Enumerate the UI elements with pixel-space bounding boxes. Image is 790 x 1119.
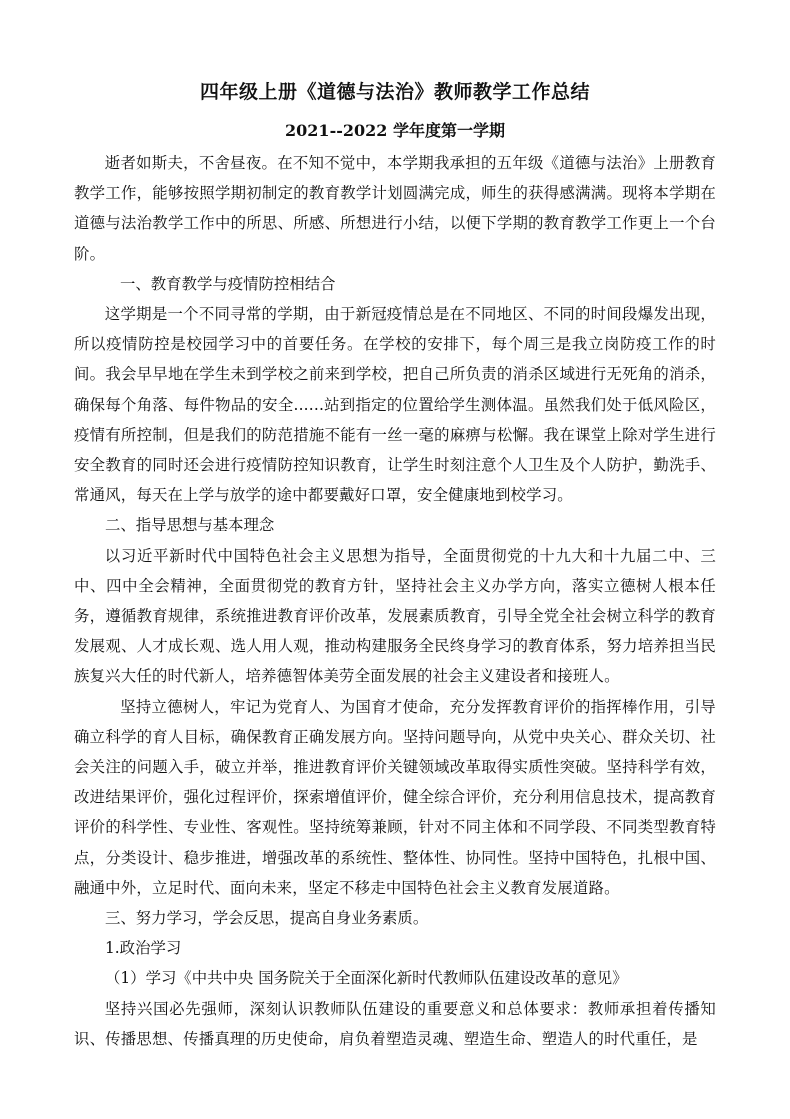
document-title: 四年级上册《道德与法治》教师教学工作总结 (199, 81, 590, 103)
document-page (74, 78, 716, 1054)
section-2-heading: 二、指导思想与基本理念 (105, 516, 275, 535)
intro-paragraph: 逝者如斯夫，不舍昼夜。在不知不觉中，本学期我承担的五年级《道德与法治》上册教育教学工作，能够按照学期初制定的教育教学计划圆满完成，师生的获得感满满。现将本学期在道德与法治教学工作中的所思、所感、所想进行小结，以便下学期的教育教学工作更上一个台阶。 (74, 154, 716, 263)
document-subtitle: 2021--2022 学年度第一学期 (285, 121, 505, 140)
section-3-heading: 三、努力学习，学会反思，提高自身业务素质。 (105, 909, 429, 928)
section-3-item-heading: （1）学习《中共中央 国务院关于全面深化新时代教师队伍建设改革的意见》 (105, 969, 628, 988)
section-1-paragraph: 这学期是一个不同寻常的学期，由于新冠疫情总是在不同地区、不同的时间段爆发出现，所以疫情防控是校园学习中的首要任务。在学校的安排下，每个周三是我立岗防疫工作的时间。我会早早地在学生未到学校之前来到学校，把自己所负责的消杀区域进行无死角的消杀，确保每个角落、每件物品的安全......站到指定的位置给学生测体温。虽然我们处于低风险区，疫情有所控制，但是我们的防范措施不能有一丝一毫的麻痹与松懈。我在课堂上除对学生进行安全教育的同时还会进行疫情防控知识教育，让学生时刻注意个人卫生及个人防护，勤洗手、常通风，每天在上学与放学的途中都要戴好口罩，安全健康地到校学习。 (74, 305, 716, 505)
section-2-paragraph-1: 以习近平新时代中国特色社会主义思想为指导，全面贯彻党的十九大和十九届二中、三中、四中全会精神，全面贯彻党的教育方针，坚持社会主义办学方向，落实立德树人根本任务，遵循教育规律，系统推进教育评价改革，发展素质教育，引导全党全社会树立科学的教育发展观、人才成长观、选人用人观，推动构建服务全民终身学习的教育体系，努力培养担当民族复兴大任的时代新人，培养德智体美劳全面发展的社会主义建设者和接班人。 (74, 546, 716, 686)
section-1-heading: 一、教育教学与疫情防控相结合 (120, 274, 336, 293)
section-3-paragraph: 坚持兴国必先强师，深刻认识教师队伍建设的重要意义和总体要求：教师承担着传播知识、传播思想、传播真理的历史使命，肩负着塑造灵魂、塑造生命、塑造人的时代重任，是 (74, 999, 716, 1048)
section-2-paragraph-2: 坚持立德树人，牢记为党育人、为国育才使命，充分发挥教育评价的指挥棒作用，引导确立科学的育人目标，确保教育正确发展方向。坚持问题导向，从党中央关心、群众关切、社会关注的问题入手，破立并举，推进教育评价关键领域改革取得实质性突破。坚持科学有效，改进结果评价，强化过程评价，探索增值评价，健全综合评价，充分利用信息技术，提高教育评价的科学性、专业性、客观性。坚持统筹兼顾，针对不同主体和不同学段、不同类型教育特点，分类设计、稳步推进，增强改革的系统性、整体性、协同性。坚持中国特色，扎根中国、融通中外，立足时代、面向未来，坚定不移走中国特色社会主义教育发展道路。 (74, 697, 716, 897)
section-3-subheading: 1.政治学习 (105, 939, 182, 958)
